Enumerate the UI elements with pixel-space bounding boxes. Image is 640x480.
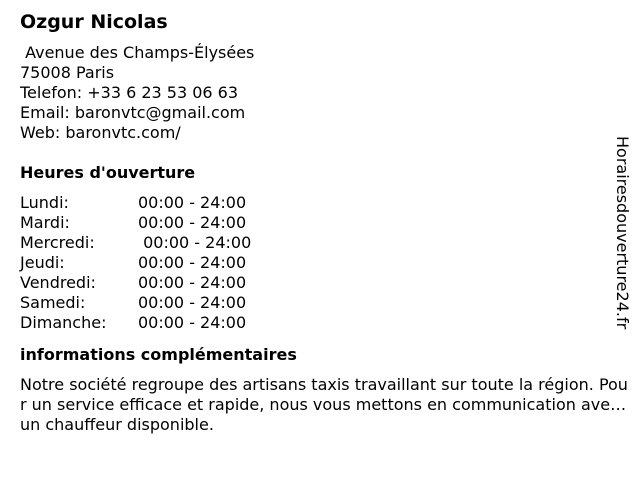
day-label: Lundi: [20,193,69,212]
hours-row [20,193,620,213]
info-description: Notre société regroupe des artisans taxis travaillant sur toute la région. Pour un service efficace et rapide, nous vous mettons en communication avec un chauffeur disponible. [20,375,628,434]
hours-row [20,313,620,333]
time-range: 00:00 - 24:00 [138,313,247,332]
hours-table [20,193,620,333]
time-range: 00:00 - 24:00 [138,273,247,292]
hours-row [20,213,620,233]
hours-row [20,253,620,273]
time-range: 00:00 - 24:00 [138,213,247,232]
city-address: 75008 Paris [20,63,115,82]
time-range: 00:00 - 24:00 [138,293,247,312]
time-range: 00:00 - 24:00 [138,233,252,252]
time-range: 00:00 - 24:00 [138,193,247,212]
hours-heading: Heures d'ouverture [20,163,196,182]
day-label: Dimanche: [20,313,107,332]
site-watermark: Horairesdouverture24.fr [613,136,632,330]
time-range: 00:00 - 24:00 [138,253,247,272]
day-label: Jeudi: [20,253,65,272]
hours-row [20,293,620,313]
contact-block [20,43,620,143]
business-name: Ozgur Nicolas [20,11,168,33]
day-label: Mercredi: [20,233,95,252]
street-address: Avenue des Champs-Élysées [20,43,255,62]
phone-number: Telefon: +33 6 23 53 06 63 [20,83,239,102]
website: Web: baronvtc.com/ [20,123,181,142]
day-label: Samedi: [20,293,86,312]
hours-row [20,273,620,293]
day-label: Vendredi: [20,273,96,292]
info-heading: informations complémentaires [20,345,297,364]
hours-row [20,233,620,253]
day-label: Mardi: [20,213,70,232]
email-address: Email: baronvtc@gmail.com [20,103,246,122]
